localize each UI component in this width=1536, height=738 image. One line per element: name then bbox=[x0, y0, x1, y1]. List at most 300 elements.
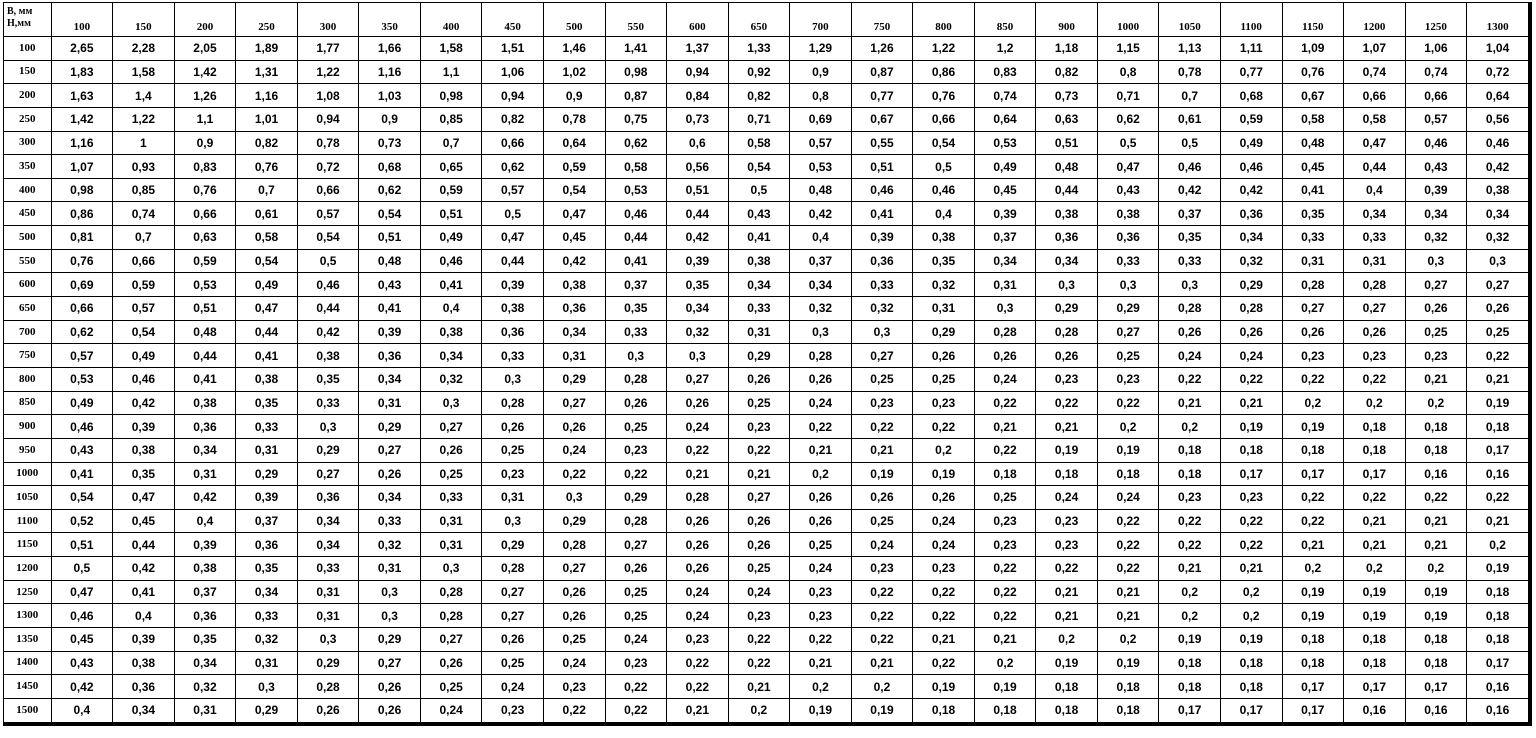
table-cell: 0,21 bbox=[913, 628, 975, 652]
table-cell: 0,58 bbox=[1282, 107, 1344, 131]
table-cell: 0,31 bbox=[236, 438, 298, 462]
table-cell: 0,28 bbox=[974, 320, 1036, 344]
table-cell: 0,51 bbox=[667, 178, 729, 202]
table-cell: 0,94 bbox=[667, 60, 729, 84]
row-header-h: 950 bbox=[4, 438, 52, 462]
table-cell: 0,51 bbox=[851, 155, 913, 179]
table-cell: 0,26 bbox=[667, 391, 729, 415]
table-cell: 0,18 bbox=[1282, 651, 1344, 675]
table-cell: 0,25 bbox=[851, 367, 913, 391]
table-cell: 0,3 bbox=[359, 604, 421, 628]
table-cell: 0,23 bbox=[851, 557, 913, 581]
table-cell: 0,68 bbox=[359, 155, 421, 179]
table-cell: 0,19 bbox=[1097, 438, 1159, 462]
table-cell: 0,38 bbox=[1097, 202, 1159, 226]
table-cell: 0,21 bbox=[1036, 415, 1098, 439]
column-header-b: 400 bbox=[420, 3, 482, 37]
table-cell: 0,41 bbox=[174, 367, 236, 391]
table-cell: 0,31 bbox=[297, 604, 359, 628]
table-row bbox=[4, 486, 1529, 510]
table-cell: 0,7 bbox=[1159, 84, 1221, 108]
table-cell: 0,28 bbox=[1344, 273, 1406, 297]
table-cell: 0,63 bbox=[174, 226, 236, 250]
table-cell: 0,34 bbox=[543, 320, 605, 344]
table-cell: 0,21 bbox=[1344, 533, 1406, 557]
table-cell: 0,21 bbox=[974, 415, 1036, 439]
table-cell: 0,37 bbox=[1159, 202, 1221, 226]
table-cell: 0,42 bbox=[113, 391, 175, 415]
table-cell: 0,66 bbox=[1344, 84, 1406, 108]
table-cell: 1,08 bbox=[297, 84, 359, 108]
table-cell: 0,19 bbox=[1344, 580, 1406, 604]
table-cell: 0,61 bbox=[1159, 107, 1221, 131]
row-header-h: 800 bbox=[4, 367, 52, 391]
row-header-h: 1250 bbox=[4, 580, 52, 604]
table-row bbox=[4, 509, 1529, 533]
table-cell: 0,25 bbox=[482, 651, 544, 675]
table-cell: 0,23 bbox=[790, 604, 852, 628]
table-cell: 0,53 bbox=[974, 131, 1036, 155]
table-cell: 0,27 bbox=[851, 344, 913, 368]
table-cell: 2,65 bbox=[51, 37, 113, 61]
table-cell: 0,66 bbox=[51, 297, 113, 321]
table-row bbox=[4, 37, 1529, 61]
table-cell: 0,22 bbox=[1036, 557, 1098, 581]
table-cell: 0,51 bbox=[359, 226, 421, 250]
table-cell: 0,2 bbox=[913, 438, 975, 462]
table-cell: 0,39 bbox=[974, 202, 1036, 226]
table-cell: 0,36 bbox=[174, 604, 236, 628]
table-cell: 0,85 bbox=[420, 107, 482, 131]
row-header-h: 450 bbox=[4, 202, 52, 226]
table-cell: 0,5 bbox=[297, 249, 359, 273]
table-cell: 0,44 bbox=[236, 320, 298, 344]
table-cell: 0,24 bbox=[974, 367, 1036, 391]
table-cell: 0,86 bbox=[913, 60, 975, 84]
table-cell: 0,26 bbox=[605, 391, 667, 415]
table-cell: 0,18 bbox=[1467, 628, 1529, 652]
table-cell: 0,2 bbox=[790, 462, 852, 486]
table-cell: 0,26 bbox=[1220, 320, 1282, 344]
table-cell: 0,33 bbox=[482, 344, 544, 368]
column-header-b: 550 bbox=[605, 3, 667, 37]
table-cell: 2,05 bbox=[174, 37, 236, 61]
table-cell: 0,21 bbox=[728, 462, 790, 486]
table-cell: 0,3 bbox=[297, 415, 359, 439]
table-row bbox=[4, 675, 1529, 699]
table-cell: 0,21 bbox=[1467, 509, 1529, 533]
table-cell: 0,23 bbox=[728, 415, 790, 439]
table-cell: 0,2 bbox=[1405, 391, 1467, 415]
table-cell: 1,31 bbox=[236, 60, 298, 84]
table-cell: 0,35 bbox=[1282, 202, 1344, 226]
table-cell: 0,18 bbox=[1405, 651, 1467, 675]
table-cell: 0,23 bbox=[543, 675, 605, 699]
table-cell: 0,73 bbox=[1036, 84, 1098, 108]
table-cell: 0,33 bbox=[1097, 249, 1159, 273]
table-cell: 0,25 bbox=[605, 415, 667, 439]
table-cell: 0,18 bbox=[1344, 628, 1406, 652]
table-cell: 0,2 bbox=[1220, 604, 1282, 628]
table-cell: 0,39 bbox=[482, 273, 544, 297]
table-cell: 0,26 bbox=[543, 604, 605, 628]
table-cell: 0,56 bbox=[667, 155, 729, 179]
table-cell: 0,32 bbox=[420, 367, 482, 391]
table-cell: 0,2 bbox=[851, 675, 913, 699]
table-cell: 0,31 bbox=[1282, 249, 1344, 273]
table-cell: 0,31 bbox=[174, 698, 236, 722]
table-cell: 1,83 bbox=[51, 60, 113, 84]
row-header-h: 1000 bbox=[4, 462, 52, 486]
table-cell: 0,34 bbox=[790, 273, 852, 297]
table-cell: 0,86 bbox=[51, 202, 113, 226]
table-cell: 0,34 bbox=[359, 367, 421, 391]
table-cell: 0,2 bbox=[1282, 391, 1344, 415]
table-cell: 0,3 bbox=[667, 344, 729, 368]
table-cell: 0,24 bbox=[420, 698, 482, 722]
table-cell: 0,19 bbox=[1159, 628, 1221, 652]
table-cell: 0,66 bbox=[1405, 84, 1467, 108]
table-cell: 0,28 bbox=[1282, 273, 1344, 297]
row-header-h: 550 bbox=[4, 249, 52, 273]
table-cell: 0,61 bbox=[236, 202, 298, 226]
table-cell: 0,33 bbox=[605, 320, 667, 344]
table-cell: 1,4 bbox=[113, 84, 175, 108]
table-cell: 2,28 bbox=[113, 37, 175, 61]
table-cell: 0,78 bbox=[297, 131, 359, 155]
table-cell: 0,82 bbox=[482, 107, 544, 131]
table-cell: 0,54 bbox=[113, 320, 175, 344]
table-cell: 0,26 bbox=[913, 344, 975, 368]
table-cell: 0,22 bbox=[913, 415, 975, 439]
table-cell: 0,34 bbox=[1036, 249, 1098, 273]
table-cell: 0,5 bbox=[51, 557, 113, 581]
table-cell: 0,22 bbox=[1159, 509, 1221, 533]
table-cell: 0,35 bbox=[1159, 226, 1221, 250]
table-cell: 0,21 bbox=[1220, 391, 1282, 415]
table-cell: 0,54 bbox=[51, 486, 113, 510]
table-cell: 0,22 bbox=[605, 462, 667, 486]
table-cell: 1,15 bbox=[1097, 37, 1159, 61]
row-header-h: 500 bbox=[4, 226, 52, 250]
table-cell: 0,19 bbox=[1405, 580, 1467, 604]
table-cell: 0,73 bbox=[667, 107, 729, 131]
table-cell: 0,17 bbox=[1405, 675, 1467, 699]
table-cell: 0,54 bbox=[913, 131, 975, 155]
table-cell: 0,22 bbox=[1467, 486, 1529, 510]
table-cell: 0,2 bbox=[1097, 628, 1159, 652]
table-cell: 0,22 bbox=[1220, 509, 1282, 533]
table-cell: 0,18 bbox=[1159, 462, 1221, 486]
table-cell: 0,49 bbox=[1220, 131, 1282, 155]
table-cell: 0,17 bbox=[1344, 462, 1406, 486]
table-row bbox=[4, 628, 1529, 652]
table-cell: 0,24 bbox=[667, 580, 729, 604]
table-cell: 0,31 bbox=[913, 297, 975, 321]
table-cell: 0,41 bbox=[851, 202, 913, 226]
table-cell: 0,47 bbox=[236, 297, 298, 321]
table-cell: 0,23 bbox=[605, 438, 667, 462]
table-cell: 0,19 bbox=[1036, 438, 1098, 462]
table-cell: 0,94 bbox=[482, 84, 544, 108]
table-row bbox=[4, 320, 1529, 344]
table-cell: 0,41 bbox=[51, 462, 113, 486]
table-cell: 0,22 bbox=[974, 438, 1036, 462]
column-header-b: 200 bbox=[174, 3, 236, 37]
table-cell: 0,22 bbox=[851, 628, 913, 652]
table-cell: 0,35 bbox=[236, 391, 298, 415]
table-cell: 0,29 bbox=[543, 367, 605, 391]
table-cell: 0,31 bbox=[174, 462, 236, 486]
table-cell: 0,17 bbox=[1282, 675, 1344, 699]
column-header-b: 650 bbox=[728, 3, 790, 37]
table-cell: 0,44 bbox=[482, 249, 544, 273]
table-cell: 0,2 bbox=[1344, 557, 1406, 581]
table-cell: 0,47 bbox=[1344, 131, 1406, 155]
table-cell: 0,72 bbox=[1467, 60, 1529, 84]
table-cell: 0,27 bbox=[1344, 297, 1406, 321]
table-cell: 1,03 bbox=[359, 84, 421, 108]
table-cell: 0,3 bbox=[1036, 273, 1098, 297]
table-cell: 0,22 bbox=[1282, 509, 1344, 533]
table-cell: 0,38 bbox=[543, 273, 605, 297]
table-cell: 0,21 bbox=[1467, 367, 1529, 391]
row-header-h: 700 bbox=[4, 320, 52, 344]
table-cell: 0,19 bbox=[1220, 415, 1282, 439]
table-cell: 0,46 bbox=[113, 367, 175, 391]
table-cell: 0,22 bbox=[851, 604, 913, 628]
table-cell: 0,18 bbox=[1097, 675, 1159, 699]
table-cell: 0,36 bbox=[1097, 226, 1159, 250]
table-cell: 1,26 bbox=[174, 84, 236, 108]
table-cell: 0,32 bbox=[236, 628, 298, 652]
table-cell: 0,28 bbox=[482, 391, 544, 415]
table-cell: 0,22 bbox=[790, 628, 852, 652]
table-cell: 0,26 bbox=[667, 509, 729, 533]
table-cell: 0,18 bbox=[1467, 580, 1529, 604]
table-cell: 0,29 bbox=[1097, 297, 1159, 321]
table-cell: 0,27 bbox=[605, 533, 667, 557]
table-cell: 0,23 bbox=[728, 604, 790, 628]
table-cell: 0,26 bbox=[1405, 297, 1467, 321]
table-cell: 0,22 bbox=[1036, 391, 1098, 415]
table-cell: 0,33 bbox=[728, 297, 790, 321]
table-cell: 0,2 bbox=[1036, 628, 1098, 652]
table-cell: 0,2 bbox=[1097, 415, 1159, 439]
table-cell: 0,18 bbox=[1036, 462, 1098, 486]
table-cell: 0,19 bbox=[1220, 628, 1282, 652]
table-cell: 1,41 bbox=[605, 37, 667, 61]
table-cell: 0,66 bbox=[174, 202, 236, 226]
table-cell: 0,21 bbox=[1159, 391, 1221, 415]
table-cell: 0,29 bbox=[543, 509, 605, 533]
table-cell: 0,18 bbox=[1344, 438, 1406, 462]
table-cell: 0,22 bbox=[851, 580, 913, 604]
table-cell: 0,18 bbox=[1344, 415, 1406, 439]
table-cell: 0,2 bbox=[1467, 533, 1529, 557]
table-cell: 0,27 bbox=[359, 651, 421, 675]
table-cell: 0,28 bbox=[790, 344, 852, 368]
table-cell: 0,29 bbox=[482, 533, 544, 557]
table-cell: 0,29 bbox=[359, 415, 421, 439]
table-cell: 0,62 bbox=[482, 155, 544, 179]
table-cell: 0,3 bbox=[543, 486, 605, 510]
table-cell: 0,45 bbox=[1282, 155, 1344, 179]
table-cell: 0,18 bbox=[1467, 604, 1529, 628]
table-cell: 0,3 bbox=[297, 628, 359, 652]
table-cell: 0,76 bbox=[51, 249, 113, 273]
table-cell: 0,84 bbox=[667, 84, 729, 108]
table-cell: 0,48 bbox=[1036, 155, 1098, 179]
table-cell: 0,53 bbox=[790, 155, 852, 179]
table-cell: 0,9 bbox=[790, 60, 852, 84]
table-cell: 0,21 bbox=[1097, 580, 1159, 604]
table-cell: 0,24 bbox=[790, 557, 852, 581]
table-cell: 0,2 bbox=[1159, 604, 1221, 628]
table-cell: 1,06 bbox=[1405, 37, 1467, 61]
table-cell: 0,31 bbox=[420, 533, 482, 557]
table-cell: 0,37 bbox=[974, 226, 1036, 250]
table-row bbox=[4, 249, 1529, 273]
table-body bbox=[4, 37, 1529, 723]
table-cell: 0,27 bbox=[420, 628, 482, 652]
column-header-b: 850 bbox=[974, 3, 1036, 37]
table-cell: 1,16 bbox=[51, 131, 113, 155]
table-cell: 0,26 bbox=[359, 462, 421, 486]
table-cell: 0,21 bbox=[974, 628, 1036, 652]
table-cell: 0,24 bbox=[851, 533, 913, 557]
table-cell: 0,22 bbox=[728, 438, 790, 462]
table-cell: 0,27 bbox=[1405, 273, 1467, 297]
table-cell: 0,21 bbox=[1344, 509, 1406, 533]
table-cell: 0,38 bbox=[728, 249, 790, 273]
row-header-h: 150 bbox=[4, 60, 52, 84]
table-cell: 0,22 bbox=[1220, 533, 1282, 557]
row-header-h: 100 bbox=[4, 37, 52, 61]
table-cell: 0,41 bbox=[420, 273, 482, 297]
column-header-b: 800 bbox=[913, 3, 975, 37]
table-cell: 0,46 bbox=[605, 202, 667, 226]
table-cell: 0,25 bbox=[420, 462, 482, 486]
table-cell: 0,33 bbox=[1159, 249, 1221, 273]
table-cell: 0,4 bbox=[420, 297, 482, 321]
table-cell: 0,25 bbox=[728, 391, 790, 415]
table-cell: 1,07 bbox=[51, 155, 113, 179]
table-cell: 0,22 bbox=[1282, 367, 1344, 391]
table-cell: 0,22 bbox=[605, 675, 667, 699]
table-cell: 0,26 bbox=[543, 580, 605, 604]
table-cell: 0,26 bbox=[728, 509, 790, 533]
table-cell: 0,54 bbox=[297, 226, 359, 250]
table-cell: 0,27 bbox=[1282, 297, 1344, 321]
table-cell: 0,43 bbox=[1097, 178, 1159, 202]
table-cell: 0,44 bbox=[1036, 178, 1098, 202]
table-row bbox=[4, 415, 1529, 439]
table-cell: 0,16 bbox=[1344, 698, 1406, 722]
table-cell: 0,41 bbox=[728, 226, 790, 250]
table-cell: 0,21 bbox=[1282, 533, 1344, 557]
table-cell: 0,53 bbox=[51, 367, 113, 391]
table-cell: 0,34 bbox=[974, 249, 1036, 273]
table-cell: 0,2 bbox=[728, 698, 790, 722]
table-cell: 0,36 bbox=[297, 486, 359, 510]
table-cell: 0,45 bbox=[51, 628, 113, 652]
table-cell: 0,31 bbox=[359, 557, 421, 581]
table-cell: 0,26 bbox=[974, 344, 1036, 368]
table-cell: 0,21 bbox=[1405, 509, 1467, 533]
table-cell: 0,25 bbox=[1405, 320, 1467, 344]
table-cell: 0,24 bbox=[543, 651, 605, 675]
table-cell: 0,29 bbox=[297, 651, 359, 675]
table-cell: 0,62 bbox=[605, 131, 667, 155]
table-cell: 0,78 bbox=[1159, 60, 1221, 84]
table-cell: 0,38 bbox=[1036, 202, 1098, 226]
table-cell: 0,5 bbox=[1159, 131, 1221, 155]
table-row bbox=[4, 226, 1529, 250]
table-cell: 0,23 bbox=[482, 462, 544, 486]
table-cell: 0,18 bbox=[974, 698, 1036, 722]
table-cell: 0,39 bbox=[1405, 178, 1467, 202]
table-cell: 0,22 bbox=[728, 651, 790, 675]
table-cell: 1,18 bbox=[1036, 37, 1098, 61]
table-cell: 0,19 bbox=[1282, 580, 1344, 604]
table-cell: 1,02 bbox=[543, 60, 605, 84]
table-cell: 0,44 bbox=[1344, 155, 1406, 179]
table-cell: 0,26 bbox=[1159, 320, 1221, 344]
table-cell: 0,4 bbox=[790, 226, 852, 250]
table-cell: 0,36 bbox=[174, 415, 236, 439]
table-cell: 0,21 bbox=[1036, 604, 1098, 628]
table-cell: 0,16 bbox=[1405, 698, 1467, 722]
row-header-h: 400 bbox=[4, 178, 52, 202]
table-cell: 0,57 bbox=[113, 297, 175, 321]
table-cell: 0,53 bbox=[605, 178, 667, 202]
table-cell: 0,77 bbox=[851, 84, 913, 108]
table-cell: 0,21 bbox=[851, 438, 913, 462]
table-cell: 0,36 bbox=[543, 297, 605, 321]
table-cell: 0,16 bbox=[1405, 462, 1467, 486]
table-cell: 0,49 bbox=[236, 273, 298, 297]
table-cell: 0,19 bbox=[790, 698, 852, 722]
table-cell: 0,26 bbox=[790, 367, 852, 391]
table-cell: 0,24 bbox=[1159, 344, 1221, 368]
table-cell: 0,22 bbox=[1159, 367, 1221, 391]
table-cell: 0,35 bbox=[667, 273, 729, 297]
table-cell: 0,4 bbox=[113, 604, 175, 628]
table-cell: 0,23 bbox=[974, 533, 1036, 557]
table-cell: 0,19 bbox=[974, 675, 1036, 699]
table-cell: 0,87 bbox=[605, 84, 667, 108]
table-cell: 0,28 bbox=[1159, 297, 1221, 321]
table-cell: 0,31 bbox=[482, 486, 544, 510]
table-cell: 0,23 bbox=[1036, 533, 1098, 557]
table-cell: 1,42 bbox=[51, 107, 113, 131]
table-cell: 0,42 bbox=[667, 226, 729, 250]
table-row bbox=[4, 367, 1529, 391]
row-header-h: 1200 bbox=[4, 557, 52, 581]
column-header-b: 750 bbox=[851, 3, 913, 37]
table-cell: 0,7 bbox=[420, 131, 482, 155]
table-cell: 0,33 bbox=[236, 415, 298, 439]
table-cell: 0,27 bbox=[543, 391, 605, 415]
table-cell: 0,29 bbox=[913, 320, 975, 344]
table-cell: 0,28 bbox=[605, 367, 667, 391]
table-cell: 0,17 bbox=[1344, 675, 1406, 699]
table-cell: 0,22 bbox=[1097, 391, 1159, 415]
table-cell: 0,23 bbox=[1036, 367, 1098, 391]
table-cell: 0,29 bbox=[605, 486, 667, 510]
table-cell: 0,58 bbox=[605, 155, 667, 179]
